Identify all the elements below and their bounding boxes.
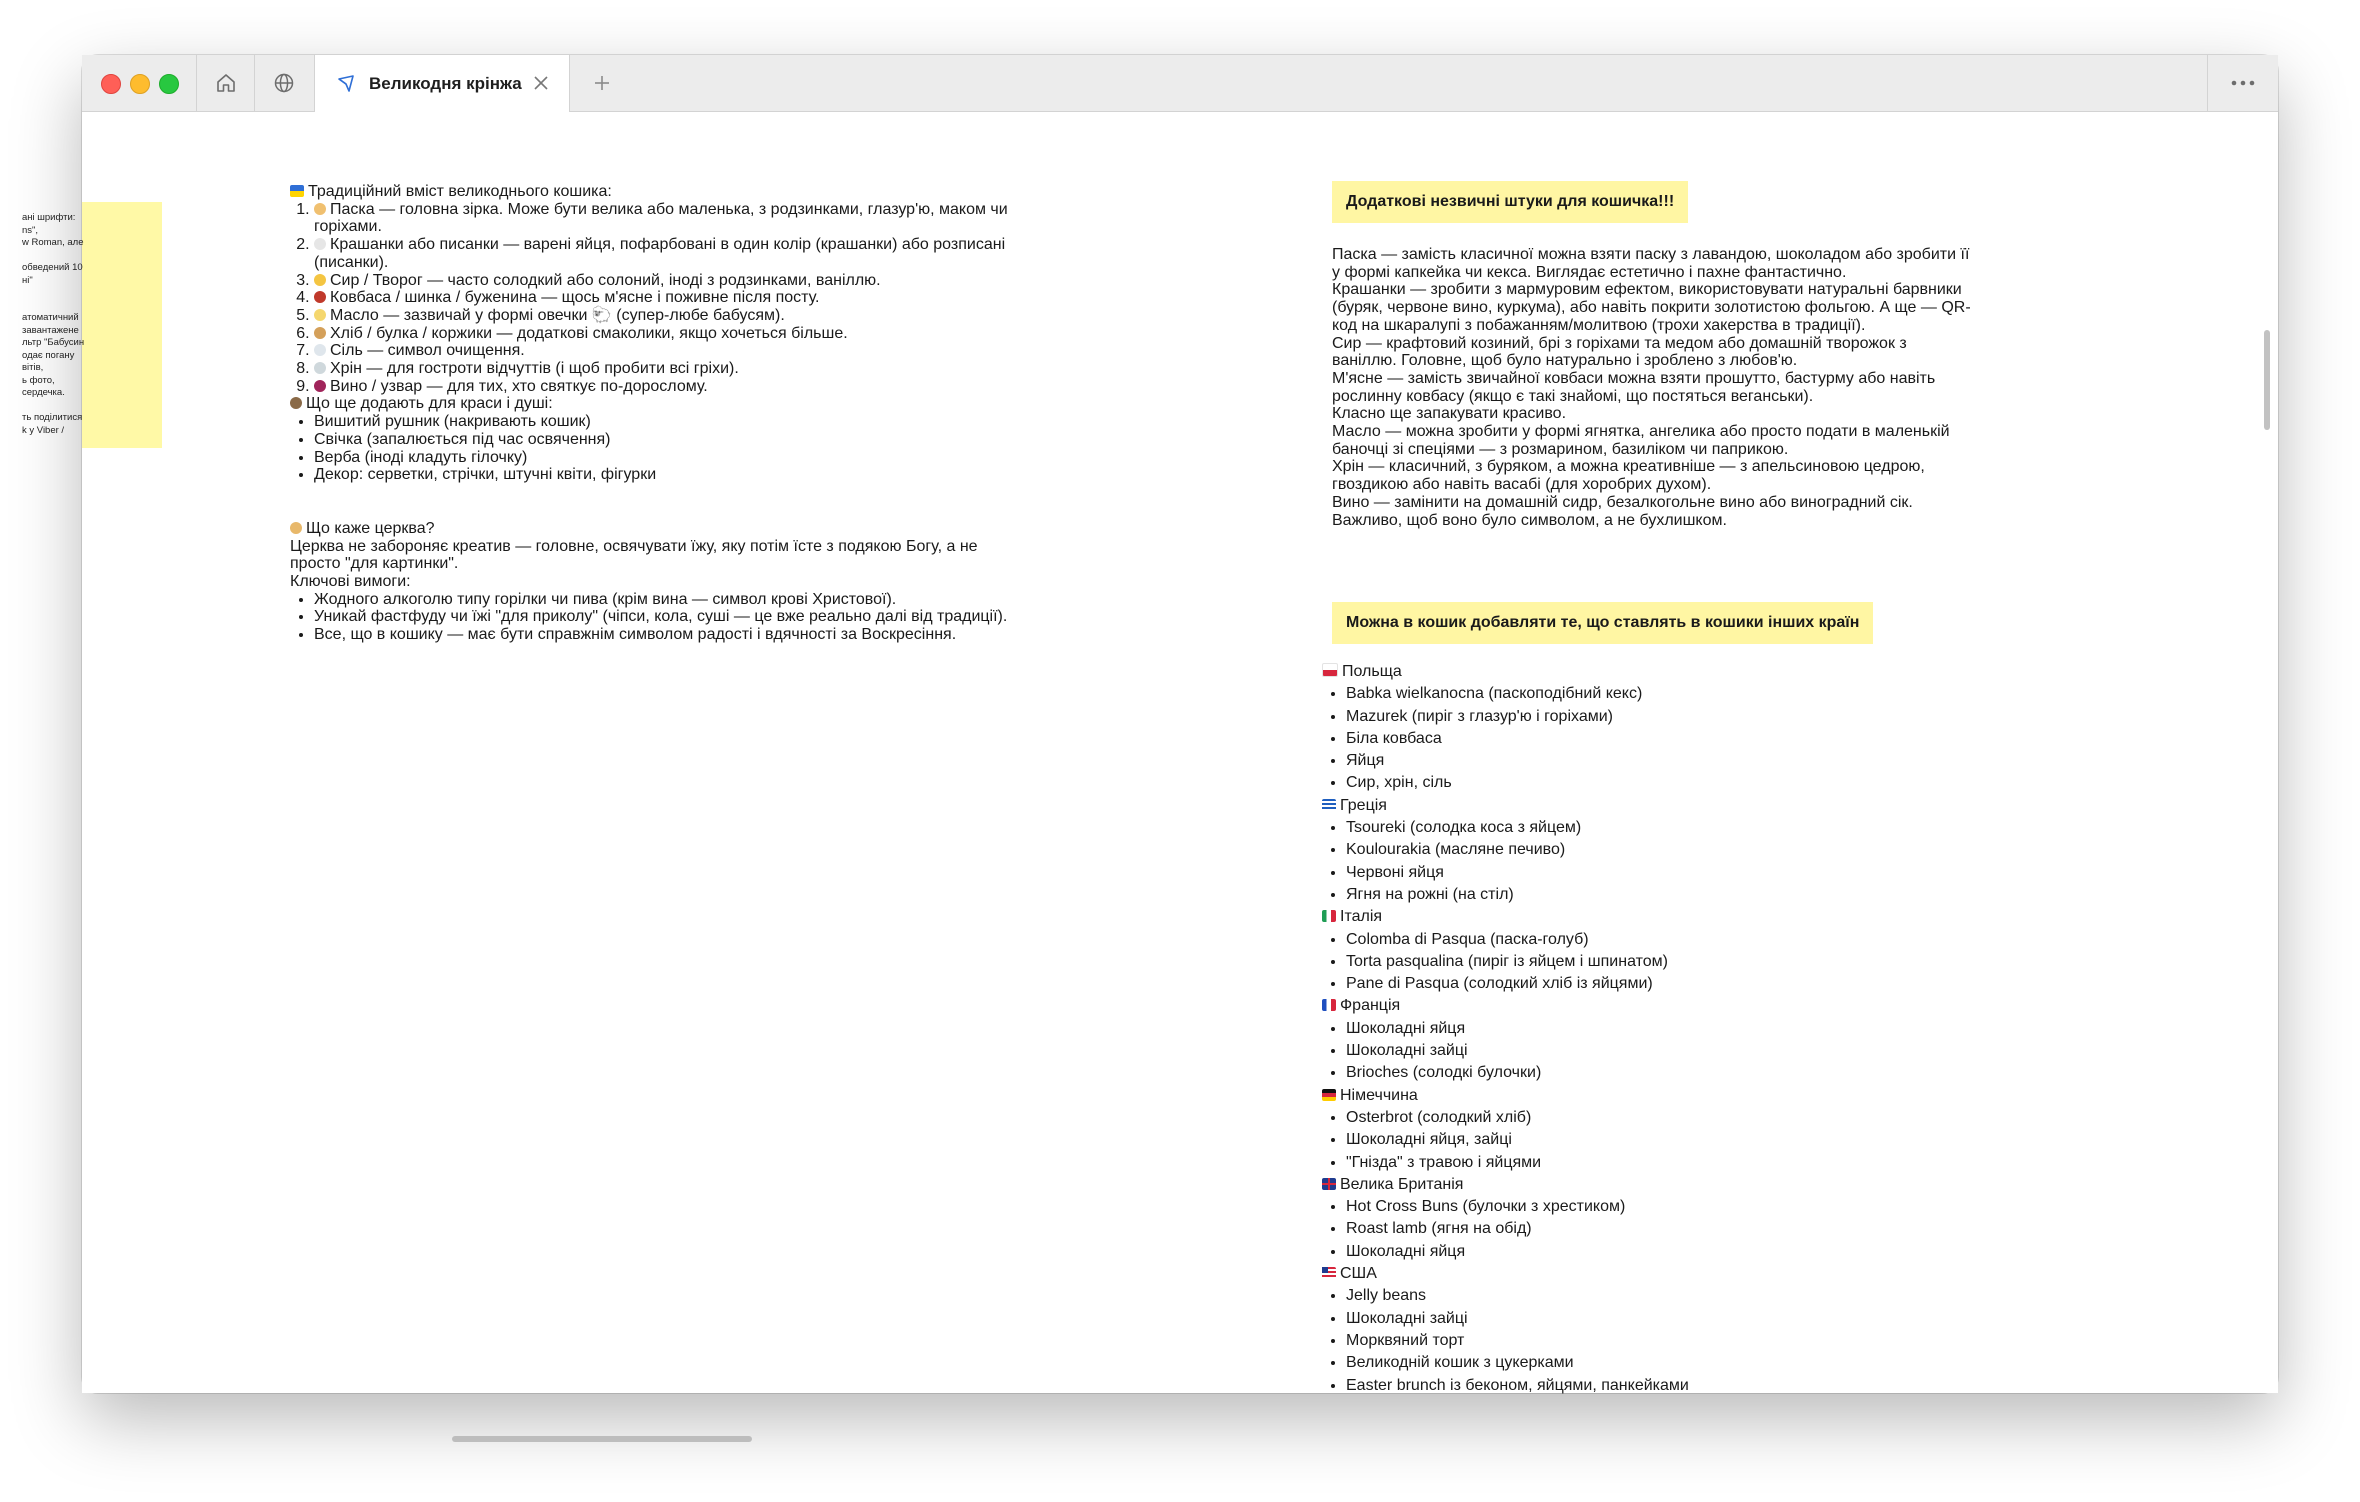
browser-window xyxy=(22,55,2278,1394)
country-flag-icon xyxy=(1322,999,1336,1011)
traditional-title: Традиційний вміст великоднього кошика: xyxy=(308,183,612,200)
food-emoji-icon xyxy=(314,344,326,356)
country-item: • Pane di Pasqua (солодкий хліб із яйцями) xyxy=(1346,973,1842,995)
country-item: • Koulourakia (масляне печиво) xyxy=(1346,839,1842,861)
country-heading xyxy=(1322,995,1842,1017)
globe-icon xyxy=(273,72,295,94)
food-emoji-icon xyxy=(314,291,326,303)
traditional-item xyxy=(314,325,1010,343)
food-emoji-icon xyxy=(314,380,326,392)
church-text: Церква не забороняє креатив — головне, освячувати їжу, яку потім їсте з подякою Богу, а не просто "для картинки". xyxy=(290,537,978,573)
country-item: • Яйця xyxy=(1346,750,1842,772)
church-title-line xyxy=(290,520,1010,538)
country-item: • Шоколадні зайці xyxy=(1346,1040,1842,1062)
extra-item: • Свічка (запалюється під час освячення) xyxy=(314,431,1010,449)
heading-countries-wrap[interactable] xyxy=(1332,602,1873,644)
more-menu-button[interactable] xyxy=(2207,55,2278,111)
praying-hands-icon xyxy=(290,522,302,534)
traditional-item-text: Сир / Творог — часто солодкий або солоний, іноді з родзинками, ваніллю. xyxy=(330,271,881,289)
food-emoji-icon xyxy=(314,309,326,321)
title-bar xyxy=(82,55,2278,112)
country-heading xyxy=(1322,906,1842,928)
country-item: • Easter brunch із беконом, яйцями, панкейками xyxy=(1346,1375,1842,1397)
food-emoji-icon xyxy=(314,362,326,374)
country-item: • Roast lamb (ягня на обід) xyxy=(1346,1218,1842,1240)
plus-icon xyxy=(593,74,611,92)
food-emoji-icon xyxy=(314,203,326,215)
country-item: • Шоколадні яйця xyxy=(1346,1241,1842,1263)
window-maximize-button[interactable] xyxy=(159,74,179,94)
horizontal-scrollbar[interactable] xyxy=(452,1436,752,1442)
traditional-item-text: Сіль — символ очищення. xyxy=(330,342,525,360)
food-emoji-icon xyxy=(314,238,326,250)
extra-item: • Верба (іноді кладуть гілочку) xyxy=(314,449,1010,467)
basket-icon xyxy=(290,397,302,409)
home-button[interactable] xyxy=(196,55,255,111)
active-tab[interactable] xyxy=(314,55,570,112)
country-item: • Colomba di Pasqua (паска-голуб) xyxy=(1346,929,1842,951)
traditional-item xyxy=(314,378,1010,396)
traditional-item-text: Паска — головна зірка. Може бути велика або маленька, з родзинками, глазур'ю, маком чи горіхами. xyxy=(314,200,1008,236)
sticky-note-text: ані шрифти: ns", w Roman, але обведений 10 ні" атоматичний завантажене льтр "Бабусин одає погану вітів, ь фото, сердечка. ть поділитися k у Viber / xyxy=(22,212,85,436)
country-items xyxy=(1322,1018,1842,1085)
tab-close-button[interactable] xyxy=(531,73,551,93)
country-item: • Біла ковбаса xyxy=(1346,728,1842,750)
new-tab-button[interactable] xyxy=(582,55,622,111)
country-flag-icon xyxy=(1322,1267,1336,1279)
traditional-item-text: Хліб / булка / коржики — додаткові смаколики, якщо хочеться більше. xyxy=(330,324,848,342)
traditional-item xyxy=(314,360,1010,378)
window-close-button[interactable] xyxy=(101,74,121,94)
traditional-title-line xyxy=(290,183,1010,201)
country-heading xyxy=(1322,1174,1842,1196)
traditional-item xyxy=(314,289,1010,307)
country-heading xyxy=(1322,795,1842,817)
country-flag-icon xyxy=(1322,910,1336,922)
tab-title: Великодня крінжа xyxy=(369,73,522,93)
traditional-list xyxy=(290,201,1010,396)
compass-icon xyxy=(335,73,357,95)
globe-button[interactable] xyxy=(254,55,313,111)
country-item: • Шоколадні яйця, зайці xyxy=(1346,1129,1842,1151)
country-name: Польща xyxy=(1342,663,1402,680)
country-item: • Морквяний торт xyxy=(1346,1330,1842,1352)
country-items xyxy=(1322,683,1842,794)
traditional-item xyxy=(314,201,1010,236)
country-name: США xyxy=(1340,1265,1377,1283)
country-name: Італія xyxy=(1340,908,1383,926)
country-item: • Osterbrot (солодкий хліб) xyxy=(1346,1107,1842,1129)
country-flag-icon xyxy=(1322,663,1338,677)
unusual-items-text[interactable]: Паска — замість класичної можна взяти паску з лавандою, шоколадом або зробити її у формі капкейка чи кекса. Виглядає естетично і пахне фантастично. Крашанки — зробити з мармуровим ефектом, використовувати натуральні барвники (буряк, червоне вино, куркума), або навіть покрити золотистою фольгою. А ще — QR-код на шкаралупі з побажанням/молитвою (трохи хакерства в традиції). Сир — крафтовий козиний, брі з горіхами та медом або домашній творожок з ваніллю. Головне, щоб було натурально і зроблено з любов'ю. М'ясне — замість звичайної ковбаси можна взяти прошутто, бастурму або навіть рослинну ковбасу (якщо є такі знайомі, що постяться веганськи). Класно ще запакувати красиво. Масло — можна зробити у формі ягнятка, ангелика або просто подати в маленькій баночці зі спеціями — з розмарином, базиліком чи паприкою. Хрін — класичний, з буряком, а можна креативніше — з апельсиновою цедрою, гвоздикою або навіть васабі (для хоробрих духом). Вино — замінити на домашній сидр, безалкогольне вино або виноградний сік. Важливо, щоб воно було символом, а не бухлишком. xyxy=(1332,246,1971,529)
traditional-item xyxy=(314,272,1010,290)
requirements-title: Ключові вимоги: xyxy=(290,573,411,591)
country-items xyxy=(1322,1196,1842,1263)
country-name: Франція xyxy=(1340,997,1401,1015)
vertical-scrollbar[interactable] xyxy=(2264,330,2270,430)
traditional-item-text: Вино / узвар — для тих, хто святкує по-дорослому. xyxy=(330,377,708,395)
country-heading xyxy=(1322,1263,1842,1285)
ukraine-flag-icon xyxy=(290,185,304,197)
extra-item: • Декор: серветки, стрічки, штучні квіти, фігурки xyxy=(314,466,1010,484)
country-items xyxy=(1322,817,1842,906)
extra-item: • Вишитий рушник (накривають кошик) xyxy=(314,413,1010,431)
country-flag-icon xyxy=(1322,1178,1336,1190)
heading-unusual-wrap[interactable] xyxy=(1332,181,1688,223)
country-name: Німеччина xyxy=(1340,1086,1418,1104)
country-item: • Шоколадні зайці xyxy=(1346,1308,1842,1330)
church-title: Що каже церква? xyxy=(306,519,435,537)
country-items xyxy=(1322,929,1842,996)
country-item: • Jelly beans xyxy=(1346,1285,1842,1307)
heading-countries: Можна в кошик добавляти те, що ставлять в кошики інших країн xyxy=(1332,602,1873,644)
extra-title-line xyxy=(290,395,1010,413)
country-item: • Torta pasqualina (пиріг із яйцем і шпинатом) xyxy=(1346,951,1842,973)
country-item: • Сир, хрін, сіль xyxy=(1346,772,1842,794)
home-icon xyxy=(215,72,237,94)
country-heading xyxy=(1322,1085,1842,1107)
traditional-item xyxy=(314,236,1010,271)
traditional-item-text: Ковбаса / шинка / буженина — щось м'ясне і поживне після посту. xyxy=(330,289,820,307)
food-emoji-icon xyxy=(314,274,326,286)
country-item: • Babka wielkanocna (паскоподібний кекс) xyxy=(1346,683,1842,705)
extra-list xyxy=(290,413,1010,484)
country-item: • Tsoureki (солодка коса з яйцем) xyxy=(1346,817,1842,839)
heading-unusual: Додаткові незвичні штуки для кошичка!!! xyxy=(1332,181,1688,223)
country-item: • Brioches (солодкі булочки) xyxy=(1346,1062,1842,1084)
country-flag-icon xyxy=(1322,1089,1336,1101)
traditional-item-text: Крашанки або писанки — варені яйця, пофарбовані в один колір (крашанки) або розписані (писанки). xyxy=(314,236,1006,271)
country-heading xyxy=(1322,661,1842,683)
extra-title: Що ще додають для краси і душі: xyxy=(306,395,553,413)
traditional-item-text: Хрін — для гостроти відчуттів (і щоб пробити всі гріхи). xyxy=(330,360,739,378)
country-item: • Шоколадні яйця xyxy=(1346,1018,1842,1040)
country-item: • Ягня на рожні (на стіл) xyxy=(1346,884,1842,906)
requirement-item: • Все, що в кошику — має бути справжнім символом радості і вдячності за Воскресіння. xyxy=(314,626,1010,644)
sticky-note[interactable] xyxy=(22,202,162,448)
more-icon xyxy=(2230,79,2256,87)
traditional-item xyxy=(314,342,1010,360)
countries-list[interactable] xyxy=(1322,661,1842,1397)
close-icon xyxy=(533,75,549,91)
canvas-content[interactable] xyxy=(22,112,2278,1394)
food-emoji-icon xyxy=(314,327,326,339)
country-item: • "Гнізда" з травою і яйцями xyxy=(1346,1152,1842,1174)
traditional-basket-block[interactable] xyxy=(290,183,1010,644)
country-name: Велика Британія xyxy=(1340,1175,1464,1193)
window-minimize-button[interactable] xyxy=(130,74,150,94)
traditional-item-text: Масло — зазвичай у формі овечки 🐑 (супер-любе бабусям). xyxy=(330,306,785,324)
traditional-item xyxy=(314,307,1010,325)
country-item: • Великодній кошик з цукерками xyxy=(1346,1352,1842,1374)
country-item: • Hot Cross Buns (булочки з хрестиком) xyxy=(1346,1196,1842,1218)
country-items xyxy=(1322,1107,1842,1174)
country-item: • Mazurek (пиріг з глазур'ю і горіхами) xyxy=(1346,706,1842,728)
country-name: Греція xyxy=(1340,796,1387,814)
requirement-item: • Жодного алкоголю типу горілки чи пива (крім вина — символ крові Христової). xyxy=(314,591,1010,609)
country-flag-icon xyxy=(1322,799,1336,811)
requirements-list xyxy=(290,591,1010,644)
requirement-item: • Уникай фастфуду чи їжі "для приколу" (чіпси, кола, суші — це вже реально далі від традиції). xyxy=(314,608,1010,626)
country-item: • Червоні яйця xyxy=(1346,862,1842,884)
country-items xyxy=(1322,1285,1842,1396)
